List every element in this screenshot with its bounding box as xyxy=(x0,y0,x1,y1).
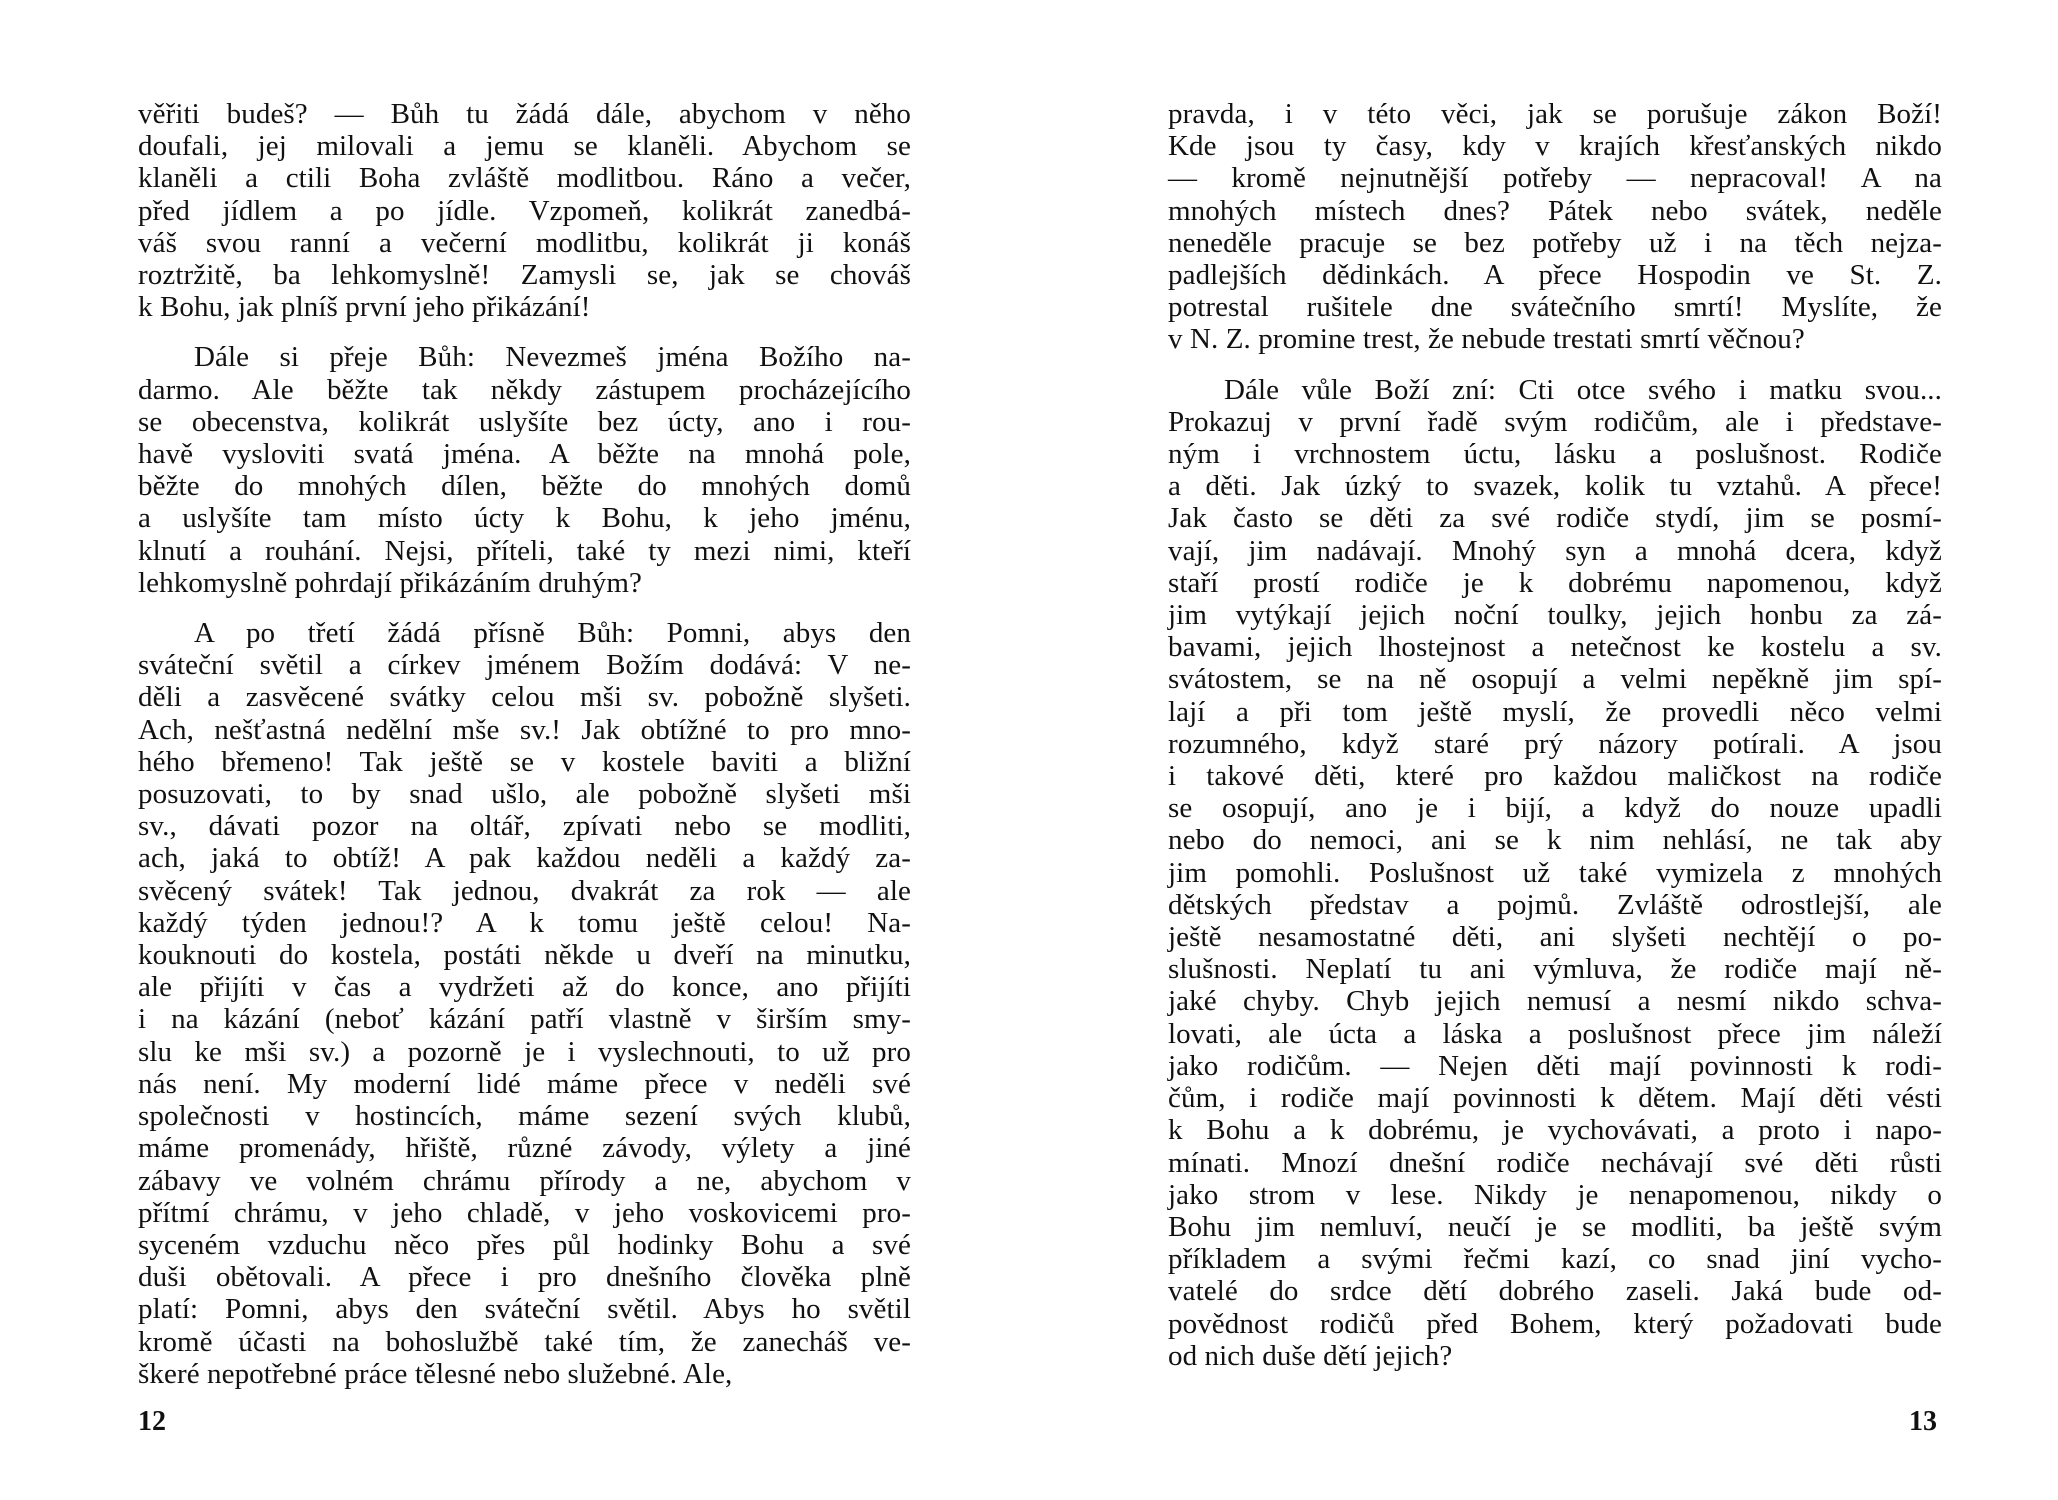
text-line: ach, jaká to obtíž! A pak každou neděli a každý za- xyxy=(138,842,911,875)
text-line: sváteční světil a církev jménem Božím dodává: V ne- xyxy=(138,649,911,682)
left-page-number: 12 xyxy=(138,1406,166,1437)
text-line: rozumného, když staré prý názory potírali. A jsou xyxy=(1168,727,1942,760)
text-line: slušnosti. Neplatí tu ani výmluva, že rodiče mají ně- xyxy=(1168,953,1942,986)
text-line: povědnost rodičů před Bohem, který požadovati bude xyxy=(1168,1307,1942,1340)
text-line: přítmí chrámu, v jeho chladě, v jeho voskovicemi pro- xyxy=(138,1196,911,1229)
text-line: ještě nesamostatné děti, ani slyšeti nechtějí o po- xyxy=(1168,921,1942,954)
text-line: Dále vůle Boží zní: Cti otce svého i matku svou... xyxy=(1224,373,1942,406)
text-line: Prokazuj v první řadě svým rodičům, ale i představe- xyxy=(1168,405,1942,438)
text-line: svěcený svátek! Tak jednou, dvakrát za rok — ale xyxy=(138,874,911,907)
paragraph xyxy=(138,98,911,323)
text-line: potrestal rušitele dne svátečního smrtí! Myslíte, že xyxy=(1168,291,1942,324)
text-line: i takové děti, které pro každou maličkost na rodiče xyxy=(1168,760,1942,793)
text-line: mnohých místech dnes? Pátek nebo svátek, neděle xyxy=(1168,194,1942,227)
text-line: nebo do nemoci, ani se k nim nehlásí, ne tak aby xyxy=(1168,824,1942,857)
text-line: Ach, nešťastná nedělní mše sv.! Jak obtížné to pro mno- xyxy=(138,713,911,746)
text-line: syceném vzduchu něco přes půl hodinky Bohu a své xyxy=(138,1228,911,1261)
text-line: slu ke mši sv.) a pozorně je i vyslechnouti, to už pro xyxy=(138,1035,911,1068)
text-line: platí: Pomni, abys den sváteční světil. Abys ho světil xyxy=(138,1293,911,1326)
text-line: roztržitě, ba lehkomyslně! Zamysli se, jak se chováš xyxy=(138,259,911,292)
text-line: — kromě nejnutnější potřeby — nepracoval! A na xyxy=(1168,162,1942,195)
text-line: lají a při tom ještě myslí, že provedli něco velmi xyxy=(1168,695,1942,728)
text-line: jako strom v lese. Nikdy je nenapomenou, nikdy o xyxy=(1168,1178,1942,1211)
text-line: příkladem a svými řečmi kazí, co snad jiní vycho- xyxy=(1168,1243,1942,1276)
text-line: lovati, ale úcta a láska a poslušnost přece jim náleží xyxy=(1168,1017,1942,1050)
text-line: dětských představ a pojmů. Zvláště odrostlejší, ale xyxy=(1168,888,1942,921)
paragraph xyxy=(138,617,911,1390)
text-line: se obecenstva, kolikrát uslyšíte bez úcty, ano i rou- xyxy=(138,405,911,438)
text-line: posuzovati, to by snad ušlo, ale pobožně slyšeti mši xyxy=(138,778,911,811)
text-line: a děti. Jak úzký to svazek, kolik tu vztahů. A přece! xyxy=(1168,470,1942,503)
text-line: darmo. Ale běžte tak někdy zástupem procházejícího xyxy=(138,373,911,406)
text-line: škeré nepotřebné práce tělesné nebo služebné. Ale, xyxy=(138,1357,733,1390)
text-line: staří prostí rodiče je k dobrému napomenou, když xyxy=(1168,566,1942,599)
text-line: děli a zasvěcené svátky celou mši sv. pobožně slyšeti. xyxy=(138,681,911,714)
text-line: mínati. Mnozí dnešní rodiče nechávají své děti růsti xyxy=(1168,1146,1942,1179)
text-line: váš svou ranní a večerní modlitbu, kolikrát ji konáš xyxy=(138,226,911,259)
text-line: klnutí a rouhání. Nejsi, příteli, také ty mezi nimi, kteří xyxy=(138,534,911,567)
text-line: svátostem, se na ně osopují a velmi nepěkně jim spí- xyxy=(1168,663,1942,696)
text-line: společnosti v hostincích, máme sezení svých klubů, xyxy=(138,1100,911,1133)
text-line: k Bohu a k dobrému, je vychovávati, a proto i napo- xyxy=(1168,1114,1942,1147)
text-line: Dále si přeje Bůh: Nevezmeš jména Božího na- xyxy=(194,341,911,374)
text-line: zábavy ve volném chrámu přírody a ne, abychom v xyxy=(138,1164,911,1197)
text-line: od nich duše dětí jejich? xyxy=(1168,1339,1453,1372)
text-line: ným i vrchnostem úctu, lásku a poslušnost. Rodiče xyxy=(1168,438,1942,471)
text-line: věřiti budeš? — Bůh tu žádá dále, abychom v něho xyxy=(138,98,911,130)
left-page-text xyxy=(138,98,911,1390)
text-line: duši obětovali. A přece i pro dnešního člověka plně xyxy=(138,1261,911,1294)
text-line: před jídlem a po jídle. Vzpomeň, kolikrát zanedbá- xyxy=(138,194,911,227)
right-page xyxy=(1029,0,2058,1500)
text-line: neneděle pracuje se bez potřeby už i na těch nejza- xyxy=(1168,226,1942,259)
text-line: ale přijíti v čas a vydržeti až do konce, ano přijíti xyxy=(138,971,911,1004)
text-line: padlejších dědinkách. A přece Hospodin ve St. Z. xyxy=(1168,259,1942,292)
paragraph xyxy=(138,341,911,599)
text-line: sv., dávati pozor na oltář, zpívati nebo se modliti, xyxy=(138,810,911,843)
text-line: jaké chyby. Chyb jejich nemusí a nesmí nikdo schva- xyxy=(1168,985,1942,1018)
text-line: lehkomyslně pohrdají přikázáním druhým? xyxy=(138,566,643,599)
text-line: A po třetí žádá přísně Bůh: Pomni, abys den xyxy=(194,617,911,650)
text-line: vatelé do srdce dětí dobrého zaseli. Jaká bude od- xyxy=(1168,1275,1942,1308)
text-line: běžte do mnohých dílen, běžte do mnohých domů xyxy=(138,470,911,503)
paragraph xyxy=(1168,374,1942,1372)
text-line: kouknouti do kostela, postáti někde u dveří na minutku, xyxy=(138,939,911,972)
text-line: jim vytýkají jejich noční toulky, jejich honbu za zá- xyxy=(1168,599,1942,632)
text-line: se osopují, ano je i bijí, a když do nouze upadli xyxy=(1168,792,1942,825)
text-line: i na kázání (neboť kázání patří vlastně v širším smy- xyxy=(138,1003,911,1036)
text-line: hého břemeno! Tak ještě se v kostele baviti a bližní xyxy=(138,745,911,778)
text-line: nás není. My moderní lidé máme přece v neděli své xyxy=(138,1067,911,1100)
text-line: máme promenády, hřiště, různé závody, výlety a jiné xyxy=(138,1132,911,1165)
text-line: doufali, jej milovali a jemu se klaněli. Abychom se xyxy=(138,130,911,163)
text-line: havě vysloviti svatá jména. A běžte na mnohá pole, xyxy=(138,438,911,471)
text-line: pravda, i v této věci, jak se porušuje zákon Boží! xyxy=(1168,98,1942,130)
text-line: jako rodičům. — Nejen děti mají povinnosti k rodi- xyxy=(1168,1049,1942,1082)
text-line: čům, i rodiče mají povinnosti k dětem. Mají děti vésti xyxy=(1168,1082,1942,1115)
text-line: Bohu jim nemluví, neučí je se modliti, ba ještě svým xyxy=(1168,1210,1942,1243)
text-line: Jak často se děti za své rodiče stydí, jim se posmí- xyxy=(1168,502,1942,535)
text-line: vají, jim nadávají. Mnohý syn a mnohá dcera, když xyxy=(1168,534,1942,567)
text-line: každý týden jednou!? A k tomu ještě celou! Na- xyxy=(138,906,911,939)
text-line: k Bohu, jak plníš první jeho přikázání! xyxy=(138,291,591,324)
paragraph xyxy=(1168,98,1942,356)
text-line: a uslyšíte tam místo úcty k Bohu, k jeho jménu, xyxy=(138,502,911,535)
text-line: jim pomohli. Poslušnost už také vymizela z mnohých xyxy=(1168,856,1942,889)
text-line: bavami, jejich lhostejnost a netečnost ke kostelu a sv. xyxy=(1168,631,1942,664)
right-page-number: 13 xyxy=(1909,1406,1937,1437)
text-line: kromě účasti na bohoslužbě také tím, že zanecháš ve- xyxy=(138,1325,911,1358)
text-line: Kde jsou ty časy, kdy v krajích křesťanských nikdo xyxy=(1168,130,1942,163)
right-page-text xyxy=(1168,98,1942,1372)
text-line: v N. Z. promine trest, že nebude trestati smrtí věčnou? xyxy=(1168,323,1805,356)
text-line: klaněli a ctili Boha zvláště modlitbou. Ráno a večer, xyxy=(138,162,911,195)
